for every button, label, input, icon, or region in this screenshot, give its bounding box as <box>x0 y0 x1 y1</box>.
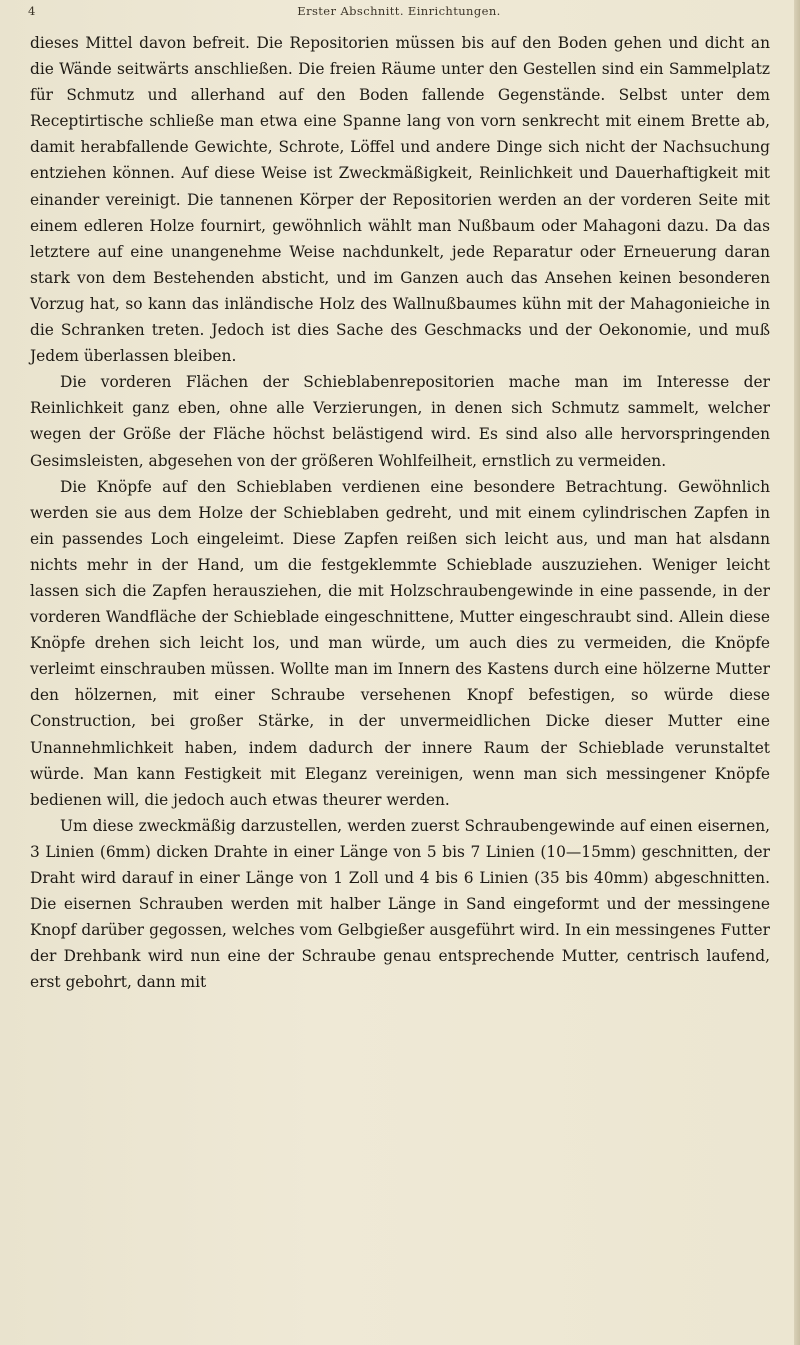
paragraph-3: Die Knöpfe auf den Schieblaben verdienen eine besondere Betrachtung. Gewöhnlich werden sie aus dem Holze der Schieblaben gedreht, und mit einem cylindrischen Zapfen in ein passendes Loch eingeleimt. Diese Zapfen reißen sich leicht aus, und man hat alsdann nichts mehr in der Hand, um die festgeklemmte Schieblade auszuziehen. Weniger leicht lassen sich die Zapfen herausziehen, die mit Holzschraubengewinde in eine passende, in der vorderen Wandfläche der Schieblade eingeschnittene, Mutter eingeschraubt sind. Allein diese Knöpfe drehen sich leicht los, und man würde, um auch dies zu vermeiden, die Knöpfe verleimt einschrauben müssen. Wollte man im Innern des Kastens durch eine hölzerne Mutter den hölzernen, mit einer Schraube versehenen Knopf befestigen, so würde diese Construction, bei großer Stärke, in der unvermeidlichen Dicke dieser Mutter eine Unannehmlichkeit haben, indem dadurch der innere Raum der Schieblade verunstaltet würde. Man kann Festigkeit mit Eleganz vereinigen, wenn man sich messingener Knöpfe bedienen will, die jedoch auch etwas theurer werden. <box>30 477 770 809</box>
running-head: Erster Abschnitt. Einrichtungen. <box>297 4 501 18</box>
paragraph-4: Um diese zweckmäßig darzustellen, werden zuerst Schraubengewinde auf einen eisernen, 3 Linien (6mm) dicken Drahte in einer Länge von 5 bis 7 Linien (10—15mm) geschnitten, der Draht wird darauf in einer Länge von 1 Zoll und 4 bis 6 Linien (35 bis 40mm) abgeschnitten. Die eisernen Schrauben werden mit halber Länge in Sand eingeformt und der messingene Knopf darüber gegossen, welches vom Gelbgießer ausgeführt wird. In ein messingenes Futter der Drehbank wird nun eine der Schraube genau entsprechende Mutter, centrisch laufend, erst gebohrt, dann mit <box>30 816 770 992</box>
page-edge <box>794 0 800 1345</box>
paragraph-2: Die vorderen Flächen der Schieblabenrepositorien mache man im Interesse der Reinlichkeit ganz eben, ohne alle Verzierungen, in denen sich Schmutz sammelt, welcher wegen der Größe der Fläche höchst belästigend wird. Es sind also alle hervorspringenden Gesimsleisten, abgesehen von der größeren Wohlfeilheit, ernstlich zu vermeiden. <box>30 373 770 470</box>
page-header <box>28 2 770 22</box>
page-number: 4 <box>28 4 36 18</box>
body-text <box>30 30 770 995</box>
paragraph-1: dieses Mittel davon befreit. Die Repositorien müssen bis auf den Boden gehen und dicht an die Wände seitwärts anschließen. Die freien Räume unter den Gestellen sind ein Sammelplatz für Schmutz und allerhand auf den Boden fallende Gegenstände. Selbst unter dem Receptirtische schließe man etwa eine Spanne lang von vorn senkrecht mit einem Brette ab, damit herabfallende Gewichte, Schrote, Löffel und andere Dinge sich nicht der Nachsuchung entziehen können. Auf diese Weise ist Zweckmäßigkeit, Reinlichkeit und Dauerhaftigkeit mit einander vereinigt. Die tannenen Körper der Repositorien werden an der vorderen Seite mit einem edleren Holze fournirt, gewöhnlich wählt man Nußbaum oder Mahagoni dazu. Da das letztere auf eine unangenehme Weise nachdunkelt, jede Reparatur oder Erneuerung daran stark von dem Bestehenden absticht, und im Ganzen auch das Ansehen keinen besonderen Vorzug hat, so kann das inländische Holz des Wallnußbaumes kühn mit der Mahagonieiche in die Schranken treten. Jedoch ist dies Sache des Geschmacks und der Oekonomie, und muß Jedem überlassen bleiben. <box>30 34 770 366</box>
